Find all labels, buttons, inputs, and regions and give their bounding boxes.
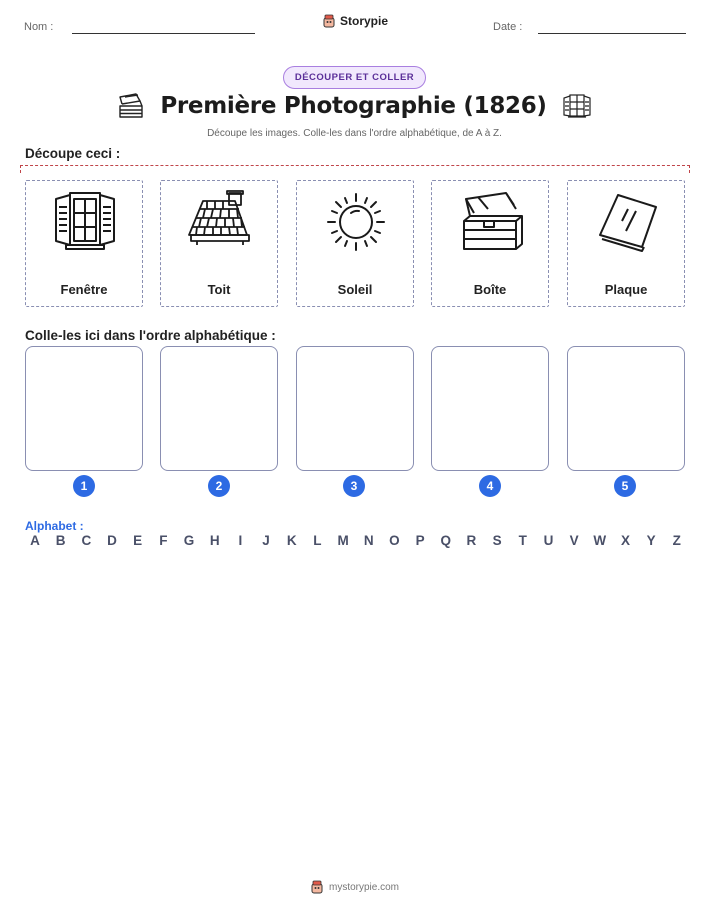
number-badge-2: 2 [208, 475, 230, 497]
alphabet-letter: J [262, 533, 270, 548]
alphabet-letter: Z [672, 533, 681, 548]
paste-box-1[interactable] [25, 346, 143, 471]
alphabet-letter: Q [440, 533, 451, 548]
alphabet-letter: V [569, 533, 579, 548]
card-label: Fenêtre [60, 282, 108, 297]
paste-box-2[interactable] [160, 346, 278, 471]
alphabet-row [26, 533, 686, 548]
name-line[interactable] [72, 33, 255, 34]
date-label: Date : [493, 21, 523, 33]
plate-icon [592, 189, 662, 259]
sun-icon [321, 189, 391, 259]
alphabet-letter: L [313, 533, 322, 548]
cut-card-fenetre[interactable] [25, 180, 143, 307]
alphabet-letter: X [620, 533, 630, 548]
alphabet-letter: C [81, 533, 92, 548]
name-label: Nom : [24, 21, 54, 33]
footer-url[interactable]: mystorypie.com [328, 881, 399, 893]
paste-section-label: Colle-les ici dans l'ordre alphabétique : [25, 328, 276, 343]
brand-logo [322, 14, 388, 28]
cut-card-boite[interactable] [431, 180, 549, 307]
alphabet-letter: N [363, 533, 374, 548]
card-label: Boîte [473, 282, 507, 297]
alphabet-letter: K [286, 533, 297, 548]
alphabet-letter: E [133, 533, 143, 548]
window-icon [561, 93, 593, 119]
storypie-mascot-icon [322, 14, 336, 28]
number-badge-3: 3 [343, 475, 365, 497]
paste-box-5[interactable] [567, 346, 685, 471]
alphabet-letter: W [593, 533, 607, 548]
number-badge-1: 1 [73, 475, 95, 497]
alphabet-letter: S [492, 533, 502, 548]
alphabet-letter: G [183, 533, 195, 548]
card-label: Soleil [337, 282, 373, 297]
alphabet-letter: I [238, 533, 243, 548]
cut-card-toit[interactable] [160, 180, 278, 307]
cut-line [20, 165, 690, 173]
alphabet-letter: H [209, 533, 220, 548]
alphabet-letter: M [337, 533, 349, 548]
window-icon [50, 189, 120, 259]
alphabet-letter: O [389, 533, 400, 548]
alphabet-letter: Y [646, 533, 656, 548]
cut-section-label: Découpe ceci : [25, 146, 121, 161]
chest-icon [116, 92, 146, 120]
number-badge-5: 5 [614, 475, 636, 497]
alphabet-letter: R [466, 533, 477, 548]
alphabet-letter: A [30, 533, 40, 548]
alphabet-letter: D [107, 533, 117, 548]
brand-name: Storypie [340, 14, 389, 28]
page-title: Première Photographie (1826) [160, 93, 547, 119]
cut-card-plaque[interactable] [567, 180, 685, 307]
storypie-mascot-icon [310, 880, 324, 894]
card-label: Toit [207, 282, 231, 297]
title-row [0, 92, 709, 120]
activity-badge: DÉCOUPER ET COLLER [283, 66, 426, 89]
alphabet-letter: B [55, 533, 66, 548]
card-label: Plaque [604, 282, 648, 297]
alphabet-letter: T [518, 533, 527, 548]
alphabet-letter: U [543, 533, 554, 548]
paste-box-3[interactable] [296, 346, 414, 471]
alphabet-label: Alphabet : [25, 519, 84, 533]
cut-card-soleil[interactable] [296, 180, 414, 307]
date-line[interactable] [538, 33, 686, 34]
roof-icon [185, 189, 255, 259]
paste-box-4[interactable] [431, 346, 549, 471]
instructions: Découpe les images. Colle-les dans l'ordre alphabétique, de A à Z. [207, 128, 502, 139]
alphabet-letter: P [415, 533, 425, 548]
alphabet-letter: F [159, 533, 168, 548]
chest-icon [456, 189, 526, 259]
footer [0, 880, 709, 894]
number-badge-4: 4 [479, 475, 501, 497]
